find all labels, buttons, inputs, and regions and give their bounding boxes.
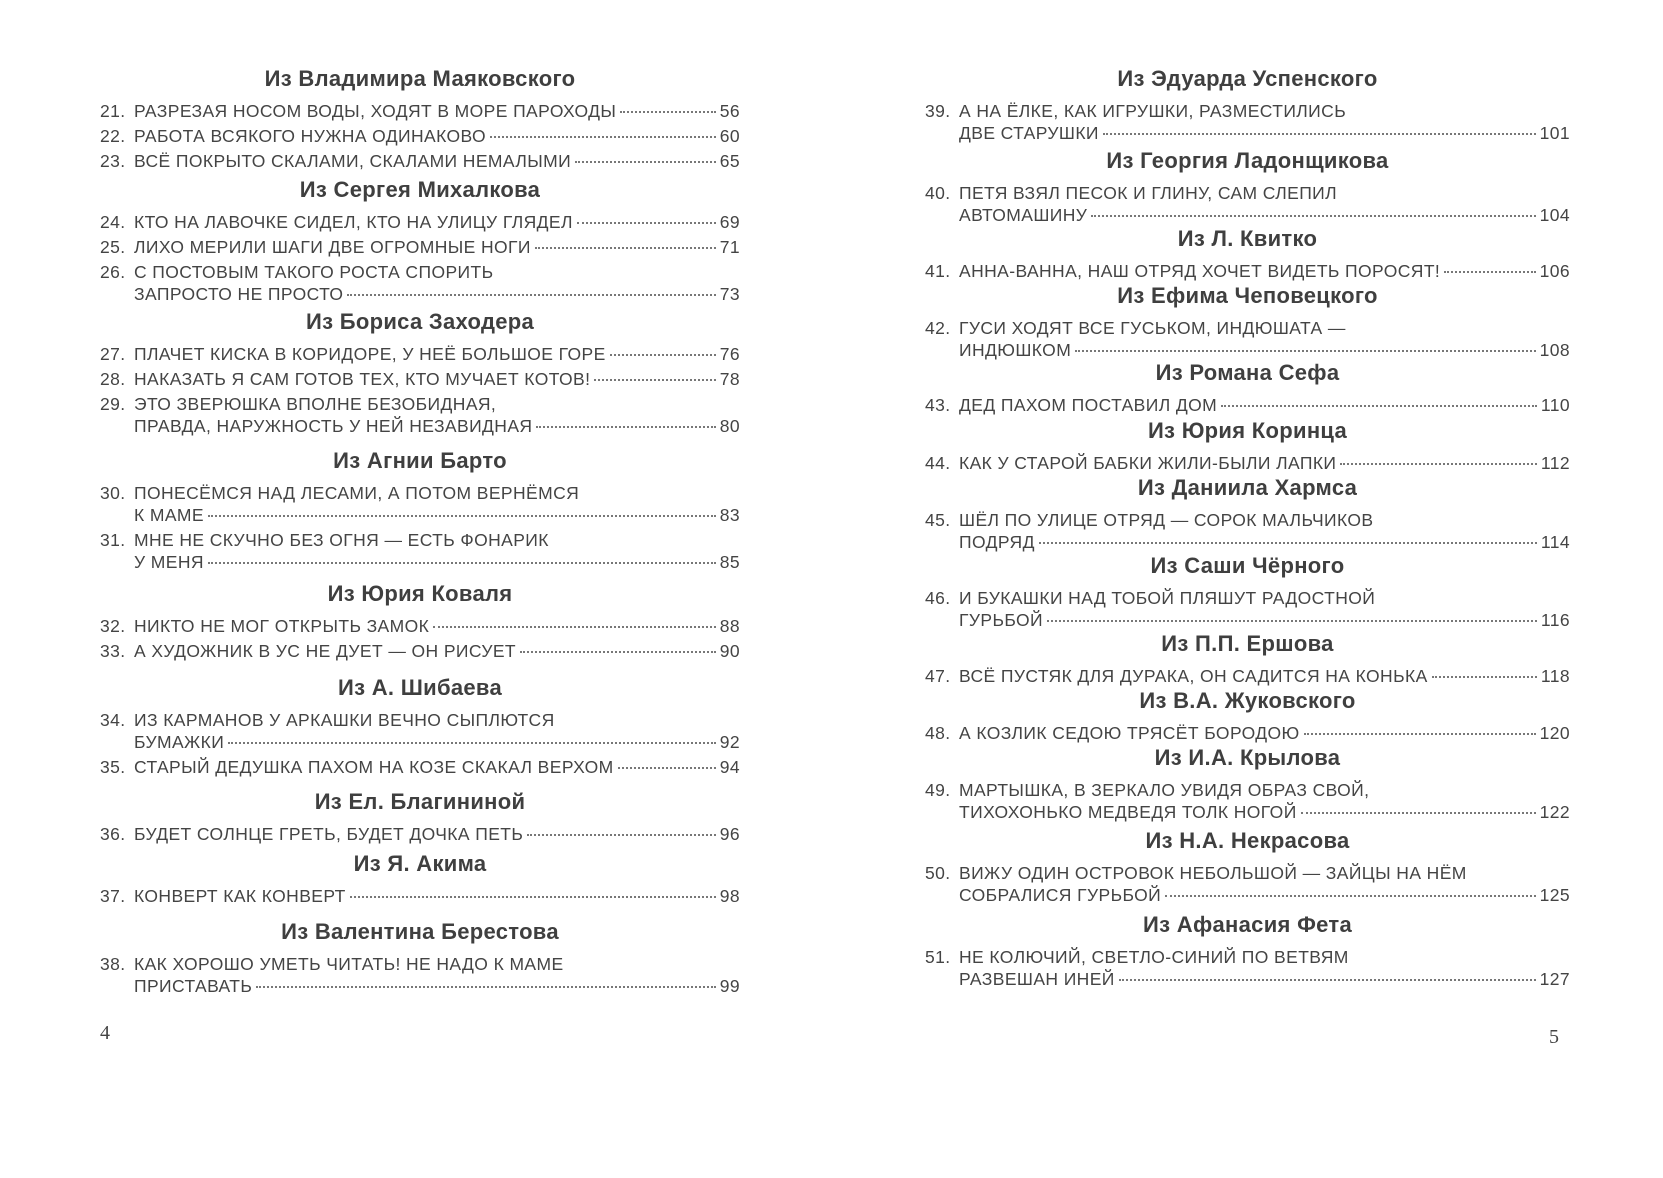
entry-page-number: 76 <box>719 344 740 364</box>
toc-entry[interactable] <box>925 452 1570 474</box>
dot-leader <box>256 986 715 988</box>
toc-entry[interactable] <box>925 509 1570 553</box>
entry-title: СОБРАЛИСЯ ГУРЬБОЙ <box>959 885 1162 905</box>
entry-number: 37. <box>100 886 126 906</box>
dot-leader <box>490 136 716 138</box>
entry-title: У МЕНЯ <box>134 552 204 572</box>
author-heading: Из Ел. Благининой <box>314 789 526 814</box>
author-heading: Из Афанасия Фета <box>1143 912 1352 937</box>
entry-title-line: МАРТЫШКА, В ЗЕРКАЛО УВИДЯ ОБРАЗ СВОЙ, <box>959 780 1370 800</box>
dot-leader <box>610 354 716 356</box>
toc-entry[interactable] <box>925 722 1570 744</box>
entry-page-number: 114 <box>1540 532 1570 552</box>
entry-page-number: 118 <box>1540 666 1570 686</box>
toc-section <box>925 148 1570 229</box>
entry-number: 46. <box>925 588 951 608</box>
entry-number: 36. <box>100 824 126 844</box>
entry-title: ВСЁ ПОКРЫТО СКАЛАМИ, СКАЛАМИ НЕМАЛЫМИ <box>134 151 572 171</box>
dot-leader <box>1340 463 1536 465</box>
entry-page-number: 104 <box>1539 205 1570 225</box>
dot-leader <box>575 161 716 163</box>
author-heading: Из Ефима Чеповецкого <box>1117 283 1378 308</box>
toc-section <box>100 177 740 308</box>
dot-leader <box>1165 895 1535 897</box>
toc-entry[interactable] <box>925 587 1570 631</box>
entry-title: ЛИХО МЕРИЛИ ШАГИ ДВЕ ОГРОМНЫЕ НОГИ <box>134 237 531 257</box>
entry-title-line: ПЕТЯ ВЗЯЛ ПЕСОК И ГЛИНУ, САМ СЛЕПИЛ <box>959 183 1338 203</box>
dot-leader <box>1119 979 1536 981</box>
entry-number: 42. <box>925 318 951 338</box>
dot-leader <box>228 742 716 744</box>
entry-title: ВСЁ ПУСТЯК ДЛЯ ДУРАКА, ОН САДИТСЯ НА КОНЬКА <box>959 666 1428 686</box>
entry-page-number: 80 <box>719 416 740 436</box>
entry-number: 38. <box>100 954 126 974</box>
entry-title-line: С ПОСТОВЫМ ТАКОГО РОСТА СПОРИТЬ <box>134 262 494 282</box>
toc-entry[interactable] <box>100 211 740 233</box>
dot-leader <box>1075 350 1535 352</box>
entry-page-number: 60 <box>719 126 740 146</box>
entry-page-number: 90 <box>719 641 740 661</box>
toc-section <box>925 745 1570 826</box>
toc-entry[interactable] <box>100 823 740 845</box>
entry-number: 28. <box>100 369 126 389</box>
author-heading: Из Бориса Заходера <box>305 309 535 334</box>
author-heading: Из Эдуарда Успенского <box>1117 66 1378 91</box>
toc-section <box>925 828 1570 909</box>
dot-leader <box>350 896 716 898</box>
entry-title: АННА-ВАННА, НАШ ОТРЯД ХОЧЕТ ВИДЕТЬ ПОРОСЯТ! <box>959 261 1441 281</box>
entry-title: КОНВЕРТ КАК КОНВЕРТ <box>134 886 346 906</box>
author-heading: Из И.А. Крылова <box>1154 745 1341 770</box>
entry-title: КТО НА ЛАВОЧКЕ СИДЕЛ, КТО НА УЛИЦУ ГЛЯДЕЛ <box>134 212 573 232</box>
dot-leader <box>1301 812 1536 814</box>
entry-page-number: 56 <box>719 101 740 121</box>
entry-title-line: МНЕ НЕ СКУЧНО БЕЗ ОГНЯ — ЕСТЬ ФОНАРИК <box>134 530 549 550</box>
toc-entry[interactable] <box>100 236 740 258</box>
dot-leader <box>1444 271 1535 273</box>
entry-page-number: 99 <box>719 976 740 996</box>
toc-section <box>925 418 1570 477</box>
toc-section <box>925 688 1570 747</box>
entry-page-number: 108 <box>1539 340 1570 360</box>
entry-title-line: ПОНЕСЁМСЯ НАД ЛЕСАМИ, А ПОТОМ ВЕРНЁМСЯ <box>134 483 580 503</box>
entry-page-number: 78 <box>719 369 740 389</box>
entry-title: К МАМЕ <box>134 505 204 525</box>
entry-number: 44. <box>925 453 951 473</box>
entry-title: СТАРЫЙ ДЕДУШКА ПАХОМ НА КОЗЕ СКАКАЛ ВЕРХОМ <box>134 757 614 777</box>
entry-number: 48. <box>925 723 951 743</box>
toc-entry[interactable] <box>925 260 1570 282</box>
author-heading: Из Валентина Берестова <box>281 919 559 944</box>
dot-leader <box>1039 542 1537 544</box>
toc-entry[interactable] <box>100 885 740 907</box>
toc-section <box>100 309 740 440</box>
entry-title: АВТОМАШИНУ <box>959 205 1088 225</box>
entry-number: 26. <box>100 262 126 282</box>
toc-entry[interactable] <box>100 343 740 365</box>
entry-title-line: ИЗ КАРМАНОВ У АРКАШКИ ВЕЧНО СЫПЛЮТСЯ <box>134 710 555 730</box>
entry-number: 21. <box>100 101 126 121</box>
toc-entry[interactable] <box>100 640 740 662</box>
toc-entry[interactable] <box>925 100 1570 144</box>
entry-title: ПРИСТАВАТЬ <box>134 976 253 996</box>
toc-entry[interactable] <box>100 100 740 122</box>
author-heading: Из Сергея Михалкова <box>299 177 541 202</box>
toc-entry[interactable] <box>100 125 740 147</box>
dot-leader <box>433 626 716 628</box>
entry-number: 45. <box>925 510 951 530</box>
dot-leader <box>208 562 716 564</box>
toc-entry[interactable] <box>100 368 740 390</box>
toc-entry[interactable] <box>925 779 1570 823</box>
entry-page-number: 106 <box>1539 261 1570 281</box>
dot-leader <box>620 111 715 113</box>
author-heading: Из Н.А. Некрасова <box>1145 828 1350 853</box>
toc-section <box>925 283 1570 364</box>
author-heading: Из Юрия Коринца <box>1147 418 1348 443</box>
entry-number: 31. <box>100 530 126 550</box>
entry-number: 30. <box>100 483 126 503</box>
right-page-number: 5 <box>1549 1026 1559 1048</box>
entry-number: 32. <box>100 616 126 636</box>
entry-page-number: 88 <box>719 616 740 636</box>
entry-number: 40. <box>925 183 951 203</box>
entry-title-line: А НА ЁЛКЕ, КАК ИГРУШКИ, РАЗМЕСТИЛИСЬ <box>959 101 1347 121</box>
toc-section <box>100 448 740 576</box>
entry-number: 49. <box>925 780 951 800</box>
entry-number: 41. <box>925 261 951 281</box>
toc-section <box>100 675 740 781</box>
dot-leader <box>1047 620 1537 622</box>
toc-section <box>925 360 1570 419</box>
toc-entry[interactable] <box>100 953 740 997</box>
toc-section <box>100 789 740 848</box>
entry-title-line: ШЁЛ ПО УЛИЦЕ ОТРЯД — СОРОК МАЛЬЧИКОВ <box>959 510 1374 530</box>
entry-page-number: 122 <box>1539 802 1570 822</box>
entry-title: ПОДРЯД <box>959 532 1035 552</box>
dot-leader <box>577 222 716 224</box>
entry-page-number: 120 <box>1539 723 1570 743</box>
dot-leader <box>520 651 716 653</box>
toc-entry[interactable] <box>100 615 740 637</box>
toc-entry[interactable] <box>925 394 1570 416</box>
dot-leader <box>536 426 715 428</box>
author-heading: Из Владимира Маяковского <box>264 66 576 91</box>
author-heading: Из Саши Чёрного <box>1150 553 1345 578</box>
toc-entry[interactable] <box>925 665 1570 687</box>
entry-page-number: 94 <box>719 757 740 777</box>
toc-entry[interactable] <box>100 393 740 437</box>
toc-entry[interactable] <box>925 946 1570 990</box>
dot-leader <box>527 834 715 836</box>
author-heading: Из Романа Сефа <box>1155 360 1340 385</box>
author-heading: Из Л. Квитко <box>1177 226 1318 251</box>
dot-leader <box>618 767 716 769</box>
entry-number: 35. <box>100 757 126 777</box>
entry-number: 50. <box>925 863 951 883</box>
entry-title: ГУРЬБОЙ <box>959 610 1044 630</box>
entry-title: А КОЗЛИК СЕДОЮ ТРЯСЁТ БОРОДОЮ <box>959 723 1300 743</box>
dot-leader <box>1221 405 1537 407</box>
dot-leader <box>594 379 715 381</box>
entry-title: РАЗВЕШАН ИНЕЙ <box>959 969 1115 989</box>
entry-title: НАКАЗАТЬ Я САМ ГОТОВ ТЕХ, КТО МУЧАЕТ КОТОВ! <box>134 369 591 389</box>
entry-number: 34. <box>100 710 126 730</box>
dot-leader <box>1103 133 1536 135</box>
dot-leader <box>1432 676 1537 678</box>
entry-title: А ХУДОЖНИК В УС НЕ ДУЕТ — ОН РИСУЕТ <box>134 641 517 661</box>
toc-entry[interactable] <box>100 529 740 573</box>
toc-entry[interactable] <box>100 482 740 526</box>
toc-section <box>925 553 1570 634</box>
toc-section <box>100 581 740 665</box>
author-heading: Из Даниила Хармса <box>1137 475 1358 500</box>
toc-entry[interactable] <box>925 317 1570 361</box>
entry-page-number: 96 <box>719 824 740 844</box>
entry-page-number: 92 <box>719 732 740 752</box>
toc-entry[interactable] <box>100 261 740 305</box>
entry-page-number: 71 <box>719 237 740 257</box>
author-heading: Из Юрия Коваля <box>327 581 513 606</box>
entry-title: РАЗРЕЗАЯ НОСОМ ВОДЫ, ХОДЯТ В МОРЕ ПАРОХОДЫ <box>134 101 617 121</box>
entry-page-number: 112 <box>1540 453 1570 473</box>
toc-entry[interactable] <box>100 150 740 172</box>
entry-number: 51. <box>925 947 951 967</box>
entry-title-line: КАК ХОРОШО УМЕТЬ ЧИТАТЬ! НЕ НАДО К МАМЕ <box>134 954 564 974</box>
entry-title: ПЛАЧЕТ КИСКА В КОРИДОРЕ, У НЕЁ БОЛЬШОЕ ГОРЕ <box>134 344 606 364</box>
entry-page-number: 69 <box>719 212 740 232</box>
entry-number: 29. <box>100 394 126 414</box>
entry-number: 39. <box>925 101 951 121</box>
entry-page-number: 73 <box>719 284 740 304</box>
author-heading: Из А. Шибаева <box>337 675 503 700</box>
entry-title-line: ВИЖУ ОДИН ОСТРОВОК НЕБОЛЬШОЙ — ЗАЙЦЫ НА НЁМ <box>959 863 1467 883</box>
toc-entry[interactable] <box>100 756 740 778</box>
entry-number: 25. <box>100 237 126 257</box>
entry-number: 27. <box>100 344 126 364</box>
left-page-number: 4 <box>100 1022 110 1044</box>
author-heading: Из П.П. Ершова <box>1161 631 1334 656</box>
toc-entry[interactable] <box>100 709 740 753</box>
entry-page-number: 125 <box>1539 885 1570 905</box>
entry-number: 47. <box>925 666 951 686</box>
entry-title: ИНДЮШКОМ <box>959 340 1072 360</box>
entry-number: 43. <box>925 395 951 415</box>
entry-page-number: 101 <box>1539 123 1570 143</box>
entry-page-number: 65 <box>719 151 740 171</box>
author-heading: Из В.А. Жуковского <box>1139 688 1356 713</box>
author-heading: Из Агнии Барто <box>333 448 507 473</box>
toc-section <box>100 851 740 910</box>
dot-leader <box>208 515 716 517</box>
toc-section <box>925 66 1570 147</box>
toc-section <box>925 912 1570 993</box>
toc-section <box>100 66 740 175</box>
entry-title: ПРАВДА, НАРУЖНОСТЬ У НЕЙ НЕЗАВИДНАЯ <box>134 416 533 436</box>
entry-number: 24. <box>100 212 126 232</box>
author-heading: Из Георгия Ладонщикова <box>1106 148 1389 173</box>
entry-title: ЗАПРОСТО НЕ ПРОСТО <box>134 284 344 304</box>
entry-title: БУМАЖКИ <box>134 732 225 752</box>
toc-section <box>100 919 740 1000</box>
dot-leader <box>1304 733 1536 735</box>
entry-title-line: ЭТО ЗВЕРЮШКА ВПОЛНЕ БЕЗОБИДНАЯ, <box>134 394 497 414</box>
entry-number: 22. <box>100 126 126 146</box>
toc-section <box>925 631 1570 690</box>
entry-title: ДВЕ СТАРУШКИ <box>959 123 1099 143</box>
entry-title: ТИХОХОНЬКО МЕДВЕДЯ ТОЛК НОГОЙ <box>959 802 1297 822</box>
toc-entry[interactable] <box>925 862 1570 906</box>
entry-title: КАК У СТАРОЙ БАБКИ ЖИЛИ-БЫЛИ ЛАПКИ <box>959 453 1337 473</box>
entry-page-number: 110 <box>1540 395 1570 415</box>
toc-section <box>925 226 1570 285</box>
entry-number: 33. <box>100 641 126 661</box>
entry-title-line: ГУСИ ХОДЯТ ВСЕ ГУСЬКОМ, ИНДЮШАТА — <box>959 318 1346 338</box>
dot-leader <box>347 294 715 296</box>
author-heading: Из Я. Акима <box>353 851 487 876</box>
entry-title: БУДЕТ СОЛНЦЕ ГРЕТЬ, БУДЕТ ДОЧКА ПЕТЬ <box>134 824 524 844</box>
entry-page-number: 127 <box>1539 969 1570 989</box>
entry-title-line: НЕ КОЛЮЧИЙ, СВЕТЛО-СИНИЙ ПО ВЕТВЯМ <box>959 947 1349 967</box>
entry-title: НИКТО НЕ МОГ ОТКРЫТЬ ЗАМОК <box>134 616 430 636</box>
entry-title: ДЕД ПАХОМ ПОСТАВИЛ ДОМ <box>959 395 1218 415</box>
entry-page-number: 116 <box>1540 610 1570 630</box>
dot-leader <box>535 247 716 249</box>
dot-leader <box>1091 215 1535 217</box>
toc-section <box>925 475 1570 556</box>
entry-page-number: 85 <box>719 552 740 572</box>
entry-page-number: 83 <box>719 505 740 525</box>
entry-title: РАБОТА ВСЯКОГО НУЖНА ОДИНАКОВО <box>134 126 487 146</box>
entry-page-number: 98 <box>719 886 740 906</box>
entry-title-line: И БУКАШКИ НАД ТОБОЙ ПЛЯШУТ РАДОСТНОЙ <box>959 588 1376 608</box>
entry-number: 23. <box>100 151 126 171</box>
toc-entry[interactable] <box>925 182 1570 226</box>
